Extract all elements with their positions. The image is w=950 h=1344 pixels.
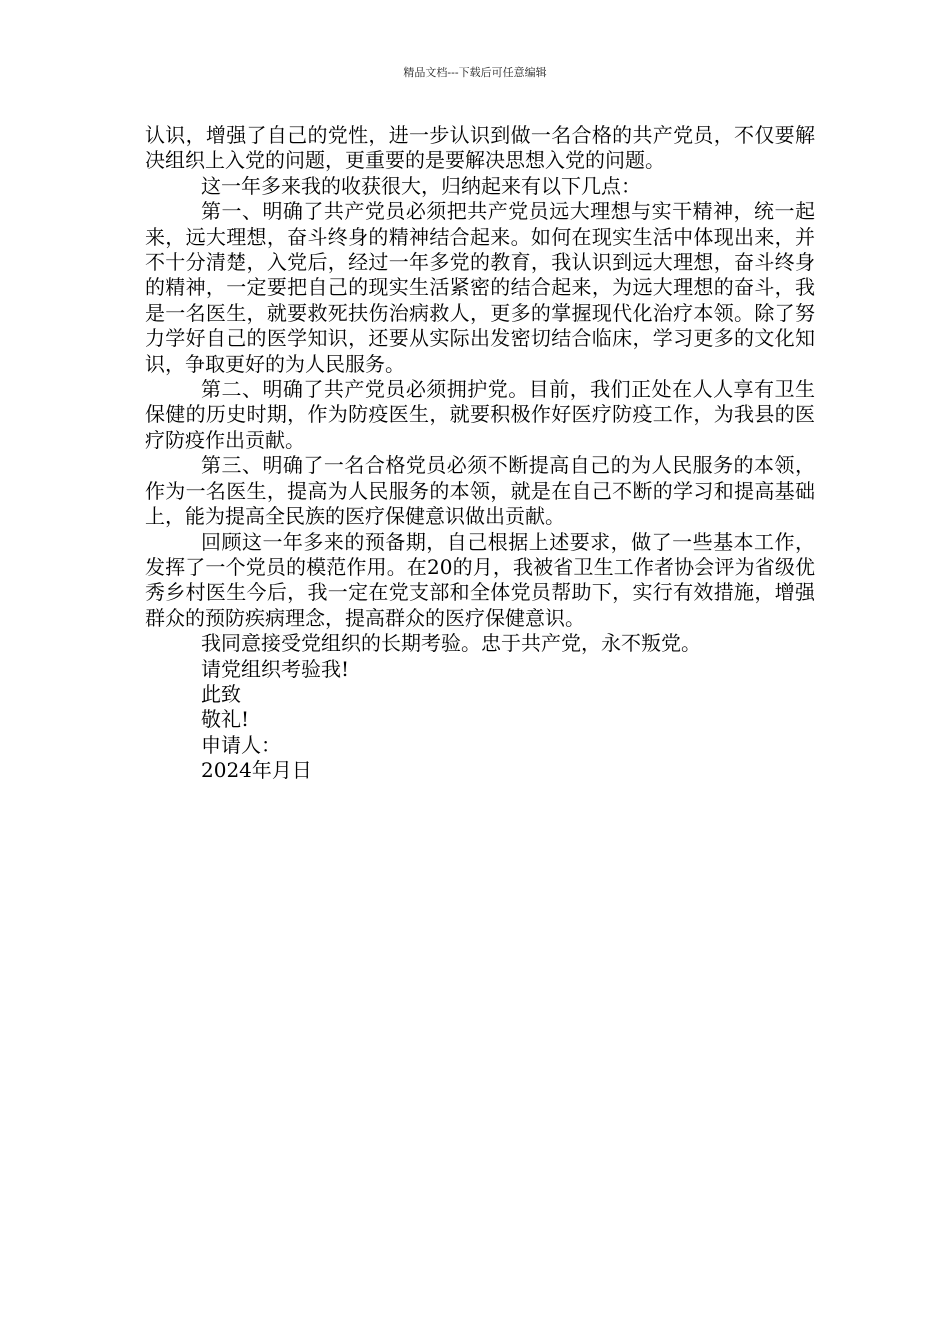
body-paragraph-3: 第一、明确了共产党员必须把共产党员远大理想与实干精神，统一起来，远大理想，奋斗终身的精神结合起来。如何在现实生活中体现出来，并不十分清楚，入党后，经过一年多党的教育，我认识到远大理想，奋斗终身的精神，一定要把自己的现实生活紧密的结合起来，为远大理想的奋斗，我是一名医生，就要救死扶伤治病救人，更多的掌握现代化治疗本领。除了努力学好自己的医学知识，还要从实际出发密切结合临床，学习更多的文化知识，争取更好的为人民服务。	[145, 199, 815, 376]
page-header: 精品文档---下载后可任意编辑	[403, 66, 547, 79]
document-date: 2024年月日	[201, 758, 312, 783]
body-paragraph-5: 第三、明确了一名合格党员必须不断提高自己的为人民服务的本领，作为一名医生，提高为人民服务的本领，就是在自己不断的学习和提高基础上，能为提高全民族的医疗保健意识做出贡献。	[145, 453, 815, 529]
document-body	[145, 123, 815, 784]
body-paragraph-4: 第二、明确了共产党员必须拥护党。目前，我们正处在人人享有卫生保健的历史时期，作为防疫医生，就要积极作好医疗防疫工作，为我县的医疗防疫作出贡献。	[145, 377, 815, 452]
body-paragraph-1: 认识，增强了自己的党性，进一步认识到做一名合格的共产党员，不仅要解决组织上入党的问题，更重要的是要解决思想入党的问题。	[145, 123, 815, 173]
closing-pledge: 我同意接受党组织的长期考验。忠于共产党，永不叛党。	[201, 631, 701, 656]
closing-regards: 敬礼!	[201, 707, 250, 732]
body-paragraph-6: 回顾这一年多来的预备期，自己根据上述要求，做了一些基本工作，发挥了一个党员的模范作用。在20的月，我被省卫生工作者协会评为省级优秀乡村医生今后，我一定在党支部和全体党员帮助下，实行有效措施，增强群众的预防疾病理念，提高群众的医疗保健意识。	[145, 529, 815, 630]
applicant-signature: 申请人：	[201, 732, 281, 757]
closing-request: 请党组织考验我!	[201, 656, 350, 681]
closing-salutation: 此致	[201, 681, 241, 706]
body-paragraph-2: 这一年多来我的收获很大，归纳起来有以下几点：	[201, 173, 641, 198]
